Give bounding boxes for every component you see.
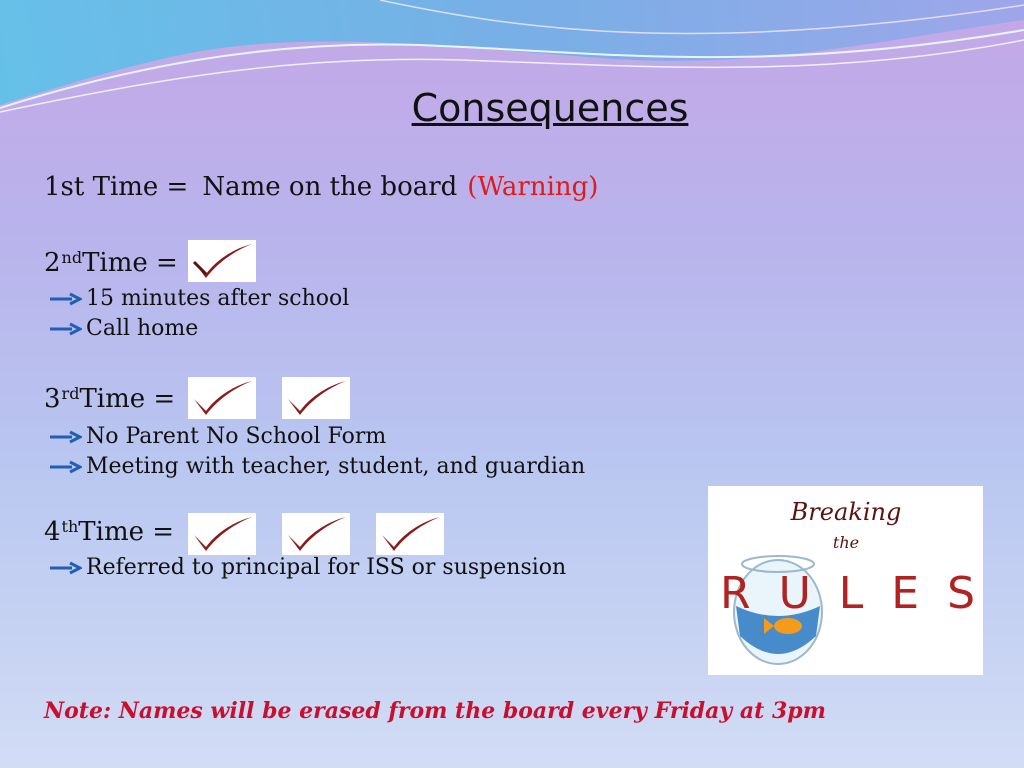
first-time-label: 1st Time = (44, 172, 189, 202)
fourth-time-sup: th (61, 516, 79, 536)
breaking-the-rules-image (708, 486, 983, 675)
third-time-sup: rd (61, 383, 80, 403)
list-item-text: 15 minutes after school (86, 286, 350, 311)
list-item (48, 555, 566, 580)
warning-text: (Warning) (467, 172, 599, 202)
arrow-icon (48, 430, 82, 444)
first-time-text: Name on the board (202, 172, 458, 202)
second-time-label: Time = (82, 248, 178, 278)
image-line2: the (832, 533, 860, 552)
slide-title: Consequences (411, 86, 689, 130)
third-time-num: 3 (44, 384, 61, 414)
fourth-time-label: Time = (78, 517, 175, 547)
arrow-icon (48, 561, 82, 575)
list-item (48, 454, 585, 479)
note-text: Note: Names will be erased from the board every Friday at 3pm (44, 698, 826, 724)
list-item (48, 316, 198, 341)
fourth-time-num: 4 (44, 517, 61, 547)
arrow-icon (48, 322, 82, 336)
third-time-line (44, 384, 175, 414)
image-line1: Breaking (790, 498, 902, 526)
checkmark-icon (282, 513, 350, 555)
checkmark-icon (376, 513, 444, 555)
list-item-text: Meeting with teacher, student, and guardian (86, 454, 586, 479)
fourth-time-line (44, 517, 174, 547)
second-time-line (44, 248, 178, 278)
second-time-num: 2 (44, 248, 61, 278)
first-time-line (44, 172, 598, 202)
third-time-label: Time = (79, 384, 176, 414)
list-item (48, 424, 386, 449)
second-time-sup: nd (61, 247, 83, 267)
list-item-text: Referred to principal for ISS or suspension (86, 555, 567, 580)
list-item-text: Call home (86, 316, 199, 341)
arrow-icon (48, 460, 82, 474)
checkmark-icon (282, 377, 350, 419)
checkmark-icon (188, 513, 256, 555)
list-item-text: No Parent No School Form (86, 424, 387, 449)
checkmark-icon (188, 377, 256, 419)
arrow-icon (48, 292, 82, 306)
image-line3: RULES (720, 568, 983, 619)
checkmark-icon (188, 240, 256, 282)
list-item (48, 286, 349, 311)
